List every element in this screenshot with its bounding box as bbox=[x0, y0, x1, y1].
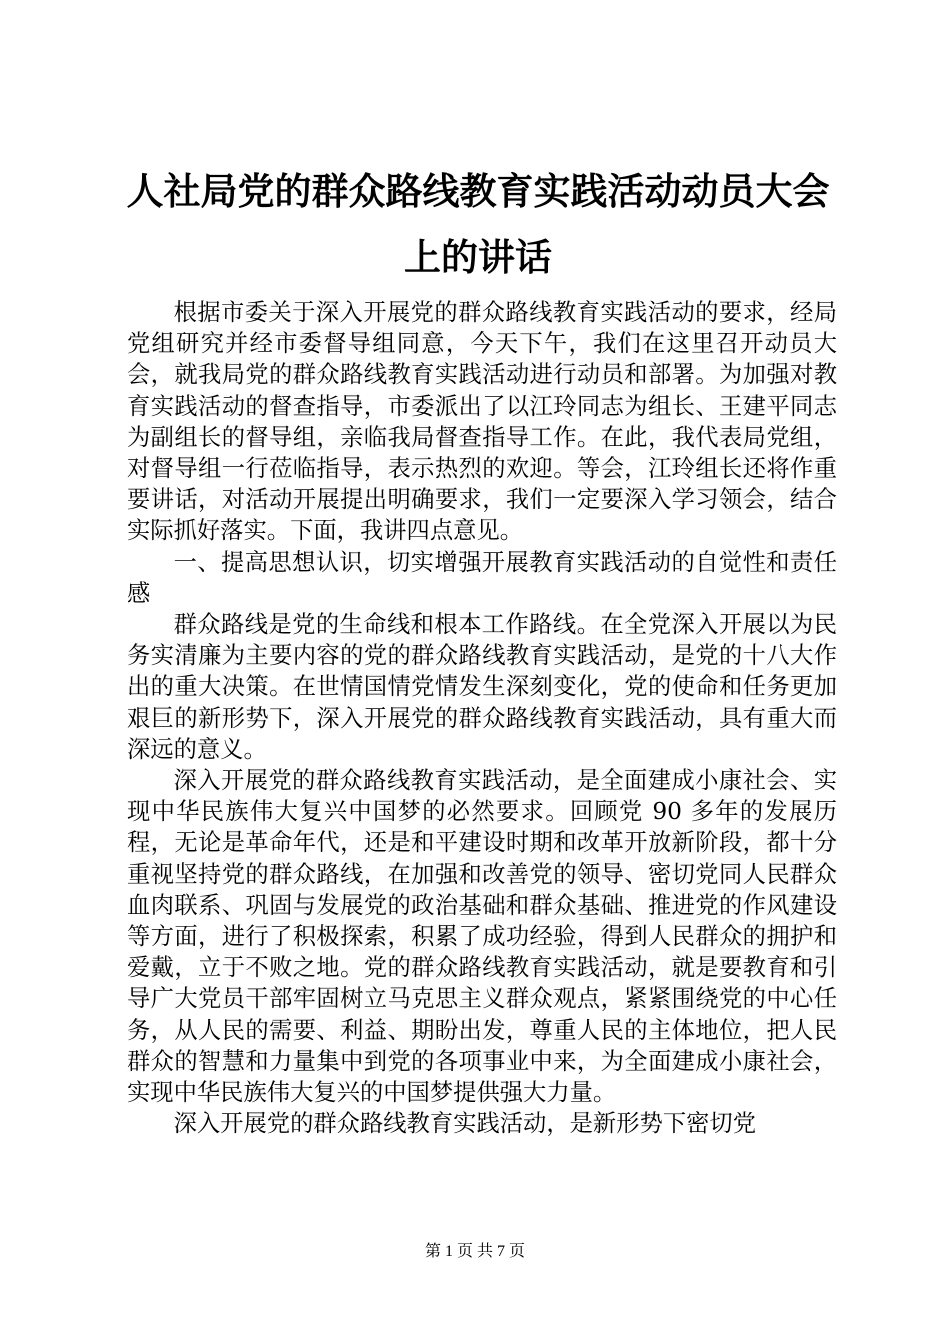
page-number-footer: 第 1 页 共 7 页 bbox=[424, 1243, 525, 1260]
paragraph-intro: 根据市委关于深入开展党的群众路线教育实践活动的要求，经局党组研究并经市委督导组同意，今天下午，我们在这里召开动员大会，就我局党的群众路线教育实践活动进行动员和部署。为加强对教育实践活动的督查指导，市委派出了以江玲同志为组长、王建平同志为副组长的督导组，亲临我局督查指导工作。在此，我代表局党组，对督导组一行莅临指导，表示热烈的欢迎。等会，江玲组长还将作重要讲话，对活动开展提出明确要求，我们一定要深入学习领会，结合实际抓好落实。下面，我讲四点意见。 bbox=[127, 299, 837, 545]
paragraph-requirement: 深入开展党的群众路线教育实践活动，是全面建成小康社会、实现中华民族伟大复兴中国梦的必然要求。回顾党 90 多年的发展历程，无论是革命年代，还是和平建设时期和改革开放新阶段，都十分重视坚持党的群众路线，在加强和改善党的领导、密切党同人民群众血肉联系、巩固与发展党的政治基础和群众基础、推进党的作风建设等方面，进行了积极探索，积累了成功经验，得到人民群众的拥护和爱戴，立于不败之地。党的群众路线教育实践活动，就是要教育和引导广大党员干部牢固树立马克思主义群众观点，紧紧围绕党的中心任务，从人民的需要、利益、期盼出发，尊重人民的主体地位，把人民群众的智慧和力量集中到党的各项事业中来，为全面建成小康社会，实现中华民族伟大复兴的中国梦提供强大力量。 bbox=[127, 767, 837, 1107]
section-heading-1: 一、提高思想认识，切实增强开展教育实践活动的自觉性和责任感 bbox=[127, 548, 837, 607]
document-title: 人社局党的群众路线教育实践活动动员大会上的讲话 bbox=[126, 169, 830, 279]
paragraph-new-situation: 深入开展党的群众路线教育实践活动，是新形势下密切党 bbox=[173, 1110, 757, 1138]
paragraph-mass-line: 群众路线是党的生命线和根本工作路线。在全党深入开展以为民务实清廉为主要内容的党的群众路线教育实践活动，是党的十八大作出的重大决策。在世情国情党情发生深刻变化，党的使命和任务更加艰巨的新形势下，深入开展党的群众路线教育实践活动，具有重大而深远的意义。 bbox=[127, 611, 837, 763]
document-body bbox=[127, 297, 837, 1139]
